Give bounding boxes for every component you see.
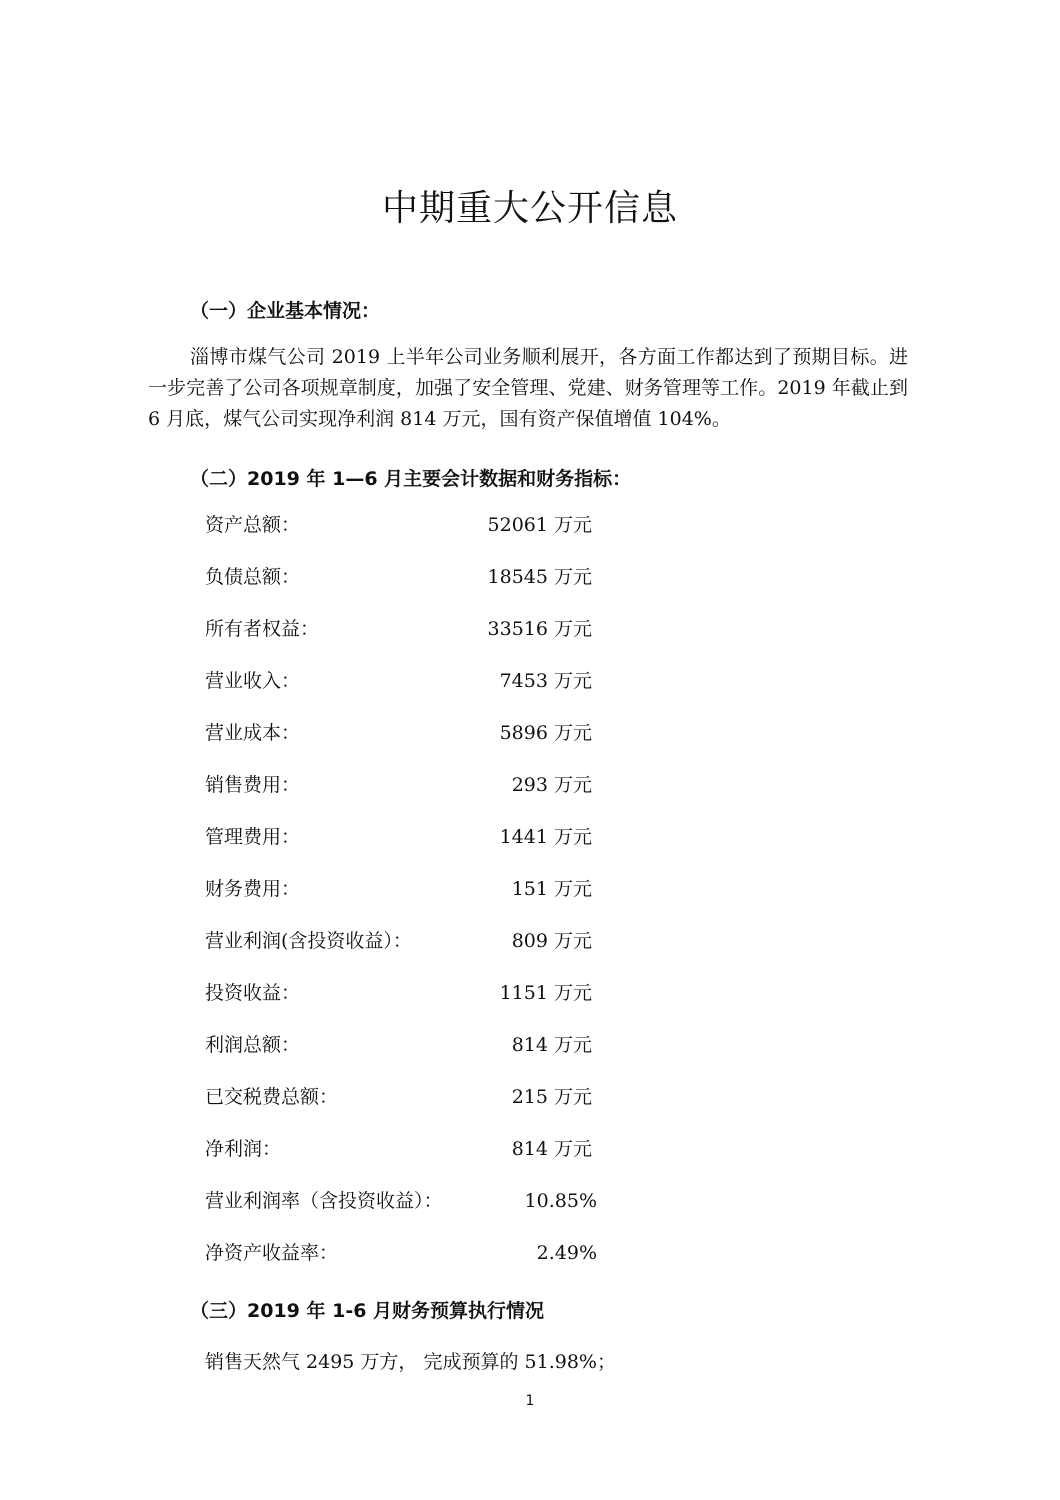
metric-value: 52061 万元 [487, 514, 592, 536]
metric-row [205, 978, 625, 1030]
metric-value: 2.49% [536, 1242, 597, 1264]
metric-row [205, 1134, 625, 1186]
metric-row [205, 1030, 625, 1082]
section3-budget-line: 销售天然气 2495 万方， 完成预算的 51.98%； [205, 1351, 616, 1373]
section2-heading: （二）2019 年 1—6 月主要会计数据和财务指标： [190, 468, 632, 490]
metric-label: 所有者权益： [205, 618, 320, 640]
metric-label: 净利润： [205, 1138, 282, 1160]
metric-value: 5896 万元 [499, 722, 592, 744]
section3-heading: （三）2019 年 1-6 月财务预算执行情况 [190, 1300, 545, 1322]
metric-label: 营业收入： [205, 670, 301, 692]
metric-label: 负债总额： [205, 566, 301, 588]
metric-label: 营业利润(含投资收益）： [205, 930, 412, 952]
metric-row [205, 510, 625, 562]
metric-label: 资产总额： [205, 514, 301, 536]
document-title: 中期重大公开信息 [381, 188, 678, 229]
metric-value: 814 万元 [511, 1138, 592, 1160]
page-number: 1 [525, 1393, 535, 1409]
metric-value: 809 万元 [511, 930, 592, 952]
metric-row [205, 926, 625, 978]
metric-value: 33516 万元 [487, 618, 592, 640]
metric-label: 财务费用： [205, 878, 301, 900]
financial-metrics-list [205, 510, 625, 1290]
metric-row [205, 1082, 625, 1134]
metric-label: 营业利润率（含投资收益）： [205, 1190, 443, 1212]
metric-row [205, 874, 625, 926]
metric-value: 10.85% [524, 1190, 597, 1212]
metric-value: 18545 万元 [487, 566, 592, 588]
section1-heading: （一）企业基本情况： [190, 300, 381, 322]
metric-label: 净资产收益率： [205, 1242, 339, 1264]
metric-value: 151 万元 [511, 878, 592, 900]
metric-label: 投资收益： [205, 982, 301, 1004]
metric-value: 215 万元 [511, 1086, 592, 1108]
metric-value: 814 万元 [511, 1034, 592, 1056]
metric-value: 293 万元 [511, 774, 592, 796]
section1-paragraph: 淄博市煤气公司 2019 上半年公司业务顺利展开，各方面工作都达到了预期目标。进一步完善了公司各项规章制度，加强了安全管理、党建、财务管理等工作。2019 年截止到 6 月底，煤气公司实现净利润 814 万元，国有资产保值增值 104%。 [148, 346, 908, 430]
metric-label: 利润总额： [205, 1034, 301, 1056]
metric-label: 管理费用： [205, 826, 301, 848]
metric-row [205, 718, 625, 770]
metric-label: 营业成本： [205, 722, 301, 744]
metric-row [205, 1238, 625, 1290]
metric-label: 已交税费总额： [205, 1086, 339, 1108]
metric-value: 1441 万元 [499, 826, 592, 848]
metric-label: 销售费用： [205, 774, 301, 796]
metric-row [205, 822, 625, 874]
metric-row [205, 1186, 625, 1238]
metric-row [205, 562, 625, 614]
metric-row [205, 770, 625, 822]
metric-row [205, 614, 625, 666]
metric-row [205, 666, 625, 718]
metric-value: 7453 万元 [499, 670, 592, 692]
metric-value: 1151 万元 [499, 982, 592, 1004]
